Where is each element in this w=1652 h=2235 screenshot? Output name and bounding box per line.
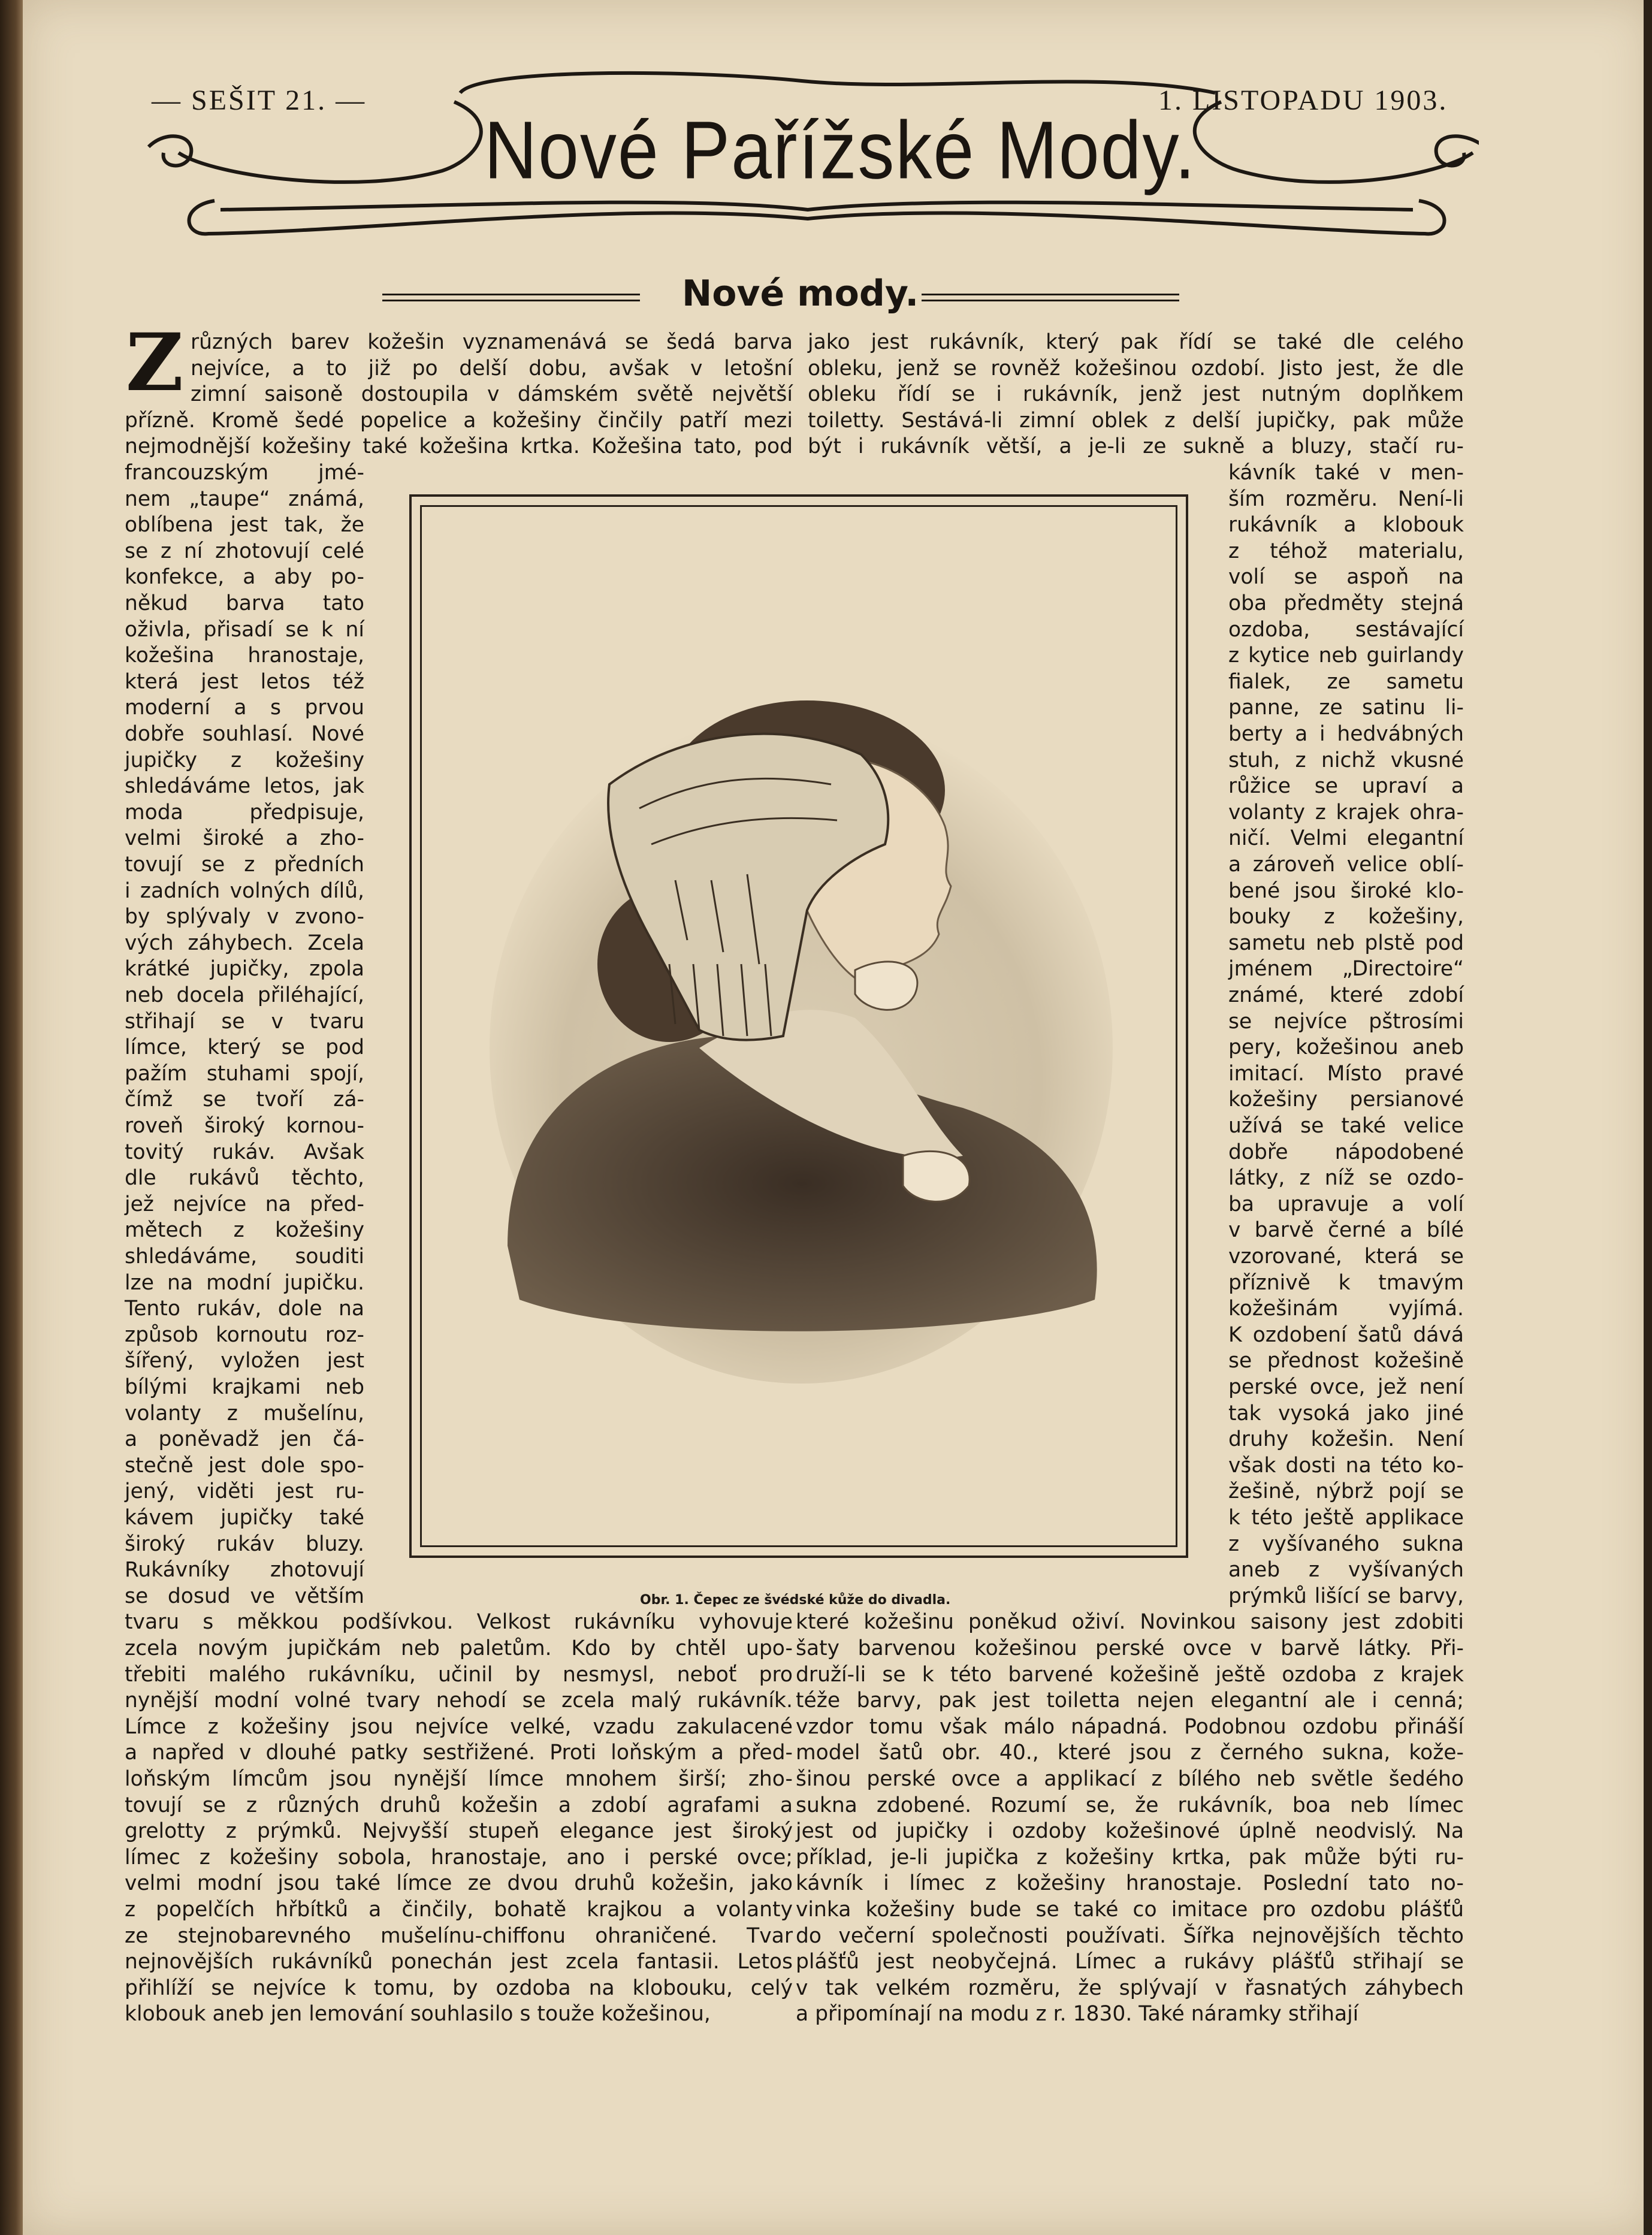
- text-line: obleku řídí se i rukávník, jenž jest nutným doplňkem: [808, 382, 1464, 407]
- figure-frame: [409, 494, 1188, 1558]
- text-line: bené jsou široké klo-: [1228, 878, 1464, 903]
- title-rule-left: [382, 294, 640, 303]
- text-line: toiletty. Sestává-li zimní oblek z delší jupičky, pak může: [808, 408, 1464, 433]
- text-line: tovitý rukáv. Avšak: [125, 1140, 364, 1164]
- text-line: čímž se tvoří zá-: [125, 1088, 364, 1112]
- text-line: někud barva tato: [125, 591, 364, 615]
- magazine-page: [23, 0, 1652, 2235]
- text-line: pery, kožešinou aneb: [1228, 1035, 1464, 1060]
- text-line: však dosti na této ko-: [1228, 1453, 1464, 1478]
- text-line: ozdoba, sestávající: [1228, 617, 1464, 642]
- text-line: stečně jest dole spo-: [125, 1453, 364, 1478]
- drop-cap: Z: [125, 316, 184, 409]
- text-line: přízně. Kromě šedé popelice a kožešiny činčily patří mezi: [125, 408, 793, 433]
- text-line: shledáváme, souditi: [125, 1245, 364, 1268]
- text-line: a poněvadž jen čá-: [125, 1427, 364, 1452]
- text-line: se nejvíce pštrosími: [1228, 1009, 1464, 1034]
- text-line: užívá se také velice: [1228, 1114, 1464, 1138]
- text-line: perské ovce, jež není: [1228, 1375, 1464, 1399]
- issue-number: — SEŠIT 21. —: [152, 84, 367, 116]
- text-line: lze na modní jupičku.: [125, 1270, 364, 1295]
- text-line: berty a i hedvábných: [1228, 722, 1464, 746]
- text-line: přihlíží se nejvíce k tomu, by ozdoba na klobouku, celý: [125, 1976, 793, 2000]
- text-line: tak vysoká jako jiné: [1228, 1401, 1464, 1425]
- text-line: se dosud ve větším: [125, 1584, 364, 1608]
- text-line: z popelčích hřbítků a činčily, bohatě krajkou a volanty: [125, 1898, 793, 1922]
- book-spine: [0, 0, 23, 2235]
- text-line: Rukávníky zhotovují: [125, 1558, 364, 1582]
- text-line: tvaru s měkkou podšívkou. Velkost rukávníku vyhovuje: [125, 1610, 793, 1635]
- text-line: vzdor tomu však málo nápadná. Podobnou ozdobu přináší: [796, 1714, 1464, 1739]
- text-line: kožešiny persianové: [1228, 1088, 1464, 1112]
- text-line: ším rozměru. Není-li: [1228, 487, 1464, 511]
- text-line: kávník také v men-: [1228, 461, 1464, 485]
- text-line: tovují se z předních: [125, 853, 364, 877]
- text-line: i zadních volných dílů,: [125, 878, 364, 903]
- text-line: se přednost kožešině: [1228, 1349, 1464, 1373]
- text-line: by splývaly v zvono-: [125, 905, 364, 929]
- text-line: vzorované, která se: [1228, 1245, 1464, 1268]
- text-line: sametu neb plstě pod: [1228, 931, 1464, 955]
- text-line: nejvíce, a to již po delší dobu, avšak v letošní: [191, 356, 793, 380]
- text-line: známé, které zdobí: [1228, 983, 1464, 1007]
- text-line: aneb z vyšívaných: [1228, 1558, 1464, 1582]
- text-line: imitací. Místo pravé: [1228, 1061, 1464, 1086]
- text-line: volanty z krajek ohra-: [1228, 800, 1464, 824]
- text-line: Límce z kožešiny jsou nejvíce velké, vzadu zakulacené: [125, 1714, 793, 1739]
- text-line: kávem jupičky také: [125, 1506, 364, 1530]
- text-line: vých záhybech. Zcela: [125, 931, 364, 955]
- text-line: volí se aspoň na: [1228, 565, 1464, 590]
- issue-date: 1. LISTOPADU 1903.: [1158, 84, 1448, 116]
- portrait-illustration: [472, 629, 1131, 1396]
- text-line: různých barev kožešin vyznamenává se šedá barva: [191, 330, 793, 354]
- text-line: a zároveň velice oblí-: [1228, 853, 1464, 877]
- text-line: bílými krajkami neb: [125, 1375, 364, 1399]
- text-line: roveň široký kornou-: [125, 1114, 364, 1138]
- text-line: fialek, ze sametu: [1228, 669, 1464, 694]
- text-line: ničí. Velmi elegantní: [1228, 826, 1464, 851]
- text-line: oblíbena jest tak, že: [125, 513, 364, 537]
- text-line: šířený, vyložen jest: [125, 1349, 364, 1373]
- text-line: dobře nápodobené: [1228, 1140, 1464, 1164]
- text-line: a připomínají na modu z r. 1830. Také náramky střihají: [796, 2002, 1359, 2026]
- text-line: příklad, je-li jupička z kožešiny krtka, pak může býti ru-: [796, 1845, 1464, 1869]
- text-line: sukna zdobené. Rozumí se, že rukávník, boa neb límec: [796, 1793, 1464, 1817]
- text-line: volanty z mušelínu,: [125, 1401, 364, 1425]
- text-line: šaty barvenou kožešinou perské ovce v barvě látky. Při-: [796, 1636, 1464, 1660]
- text-line: třebiti malého rukávníku, učinil by nesmysl, neboť pro: [125, 1662, 793, 1687]
- text-line: plášťů jest neobyčejná. Límec a rukávy plášťů střihají se: [796, 1950, 1464, 1974]
- text-line: konfekce, a aby po-: [125, 565, 364, 590]
- text-line: a napřed v dlouhé patky sestřižené. Proti loňským a před-: [125, 1741, 793, 1765]
- text-line: klobouk aneb jen lemování souhlasilo s touže kožešinou,: [125, 2002, 711, 2026]
- text-line: prýmků lišící se barvy,: [1228, 1584, 1464, 1608]
- text-line: v tak velkém rozměru, že splývají v řasnatých záhybech: [796, 1976, 1464, 2000]
- text-line: panne, ze satinu li-: [1228, 696, 1464, 720]
- text-line: francouzským jmé-: [125, 461, 364, 485]
- text-line: bouky z kožešiny,: [1228, 905, 1464, 929]
- text-line: druhy kožešin. Není: [1228, 1427, 1464, 1452]
- article-title: Nové mody.: [682, 273, 919, 315]
- text-line: jako jest rukávník, který pak řídí se také dle celého: [808, 330, 1464, 354]
- text-line: velmi široké a zho-: [125, 826, 364, 851]
- text-line: kožešinám vyjímá.: [1228, 1297, 1464, 1321]
- text-line: mětech z kožešiny: [125, 1218, 364, 1243]
- text-line: z téhož materialu,: [1228, 539, 1464, 563]
- text-line: příznivě k tmavým: [1228, 1270, 1464, 1295]
- text-line: jený, viděti jest ru-: [125, 1479, 364, 1504]
- text-line: téže barvy, pak jest toiletta nejen elegantní ale i cenná;: [796, 1689, 1464, 1713]
- text-line: nem „taupe“ známá,: [125, 487, 364, 511]
- text-line: v barvě černé a bílé: [1228, 1218, 1464, 1243]
- page-edge: [1644, 0, 1652, 2235]
- text-line: nynější modní volné tvary nehodí se zcela malý rukávník.: [125, 1689, 793, 1713]
- text-line: vinka kožešiny bude se také co imitace pro ozdobu plášťů: [796, 1898, 1464, 1922]
- text-line: model šatů obr. 40., které jsou z černého sukna, kože-: [796, 1741, 1464, 1765]
- text-line: nejnovějších rukávníků ponechán jest zcela fantasii. Letos: [125, 1950, 793, 1974]
- text-line: žešině, nýbrž pojí se: [1228, 1479, 1464, 1504]
- text-line: moderní a s prvou: [125, 696, 364, 720]
- text-line: ba upravuje a volí: [1228, 1192, 1464, 1216]
- text-line: z vyšívaného sukna: [1228, 1532, 1464, 1556]
- text-line: kávník i límec z kožešiny hranostaje. Poslední tato no-: [796, 1871, 1464, 1896]
- text-line: k této ještě applikace: [1228, 1506, 1464, 1530]
- masthead-title: Nové Pařížské Mody.: [484, 104, 1197, 196]
- text-line: způsob kornoutu roz-: [125, 1322, 364, 1347]
- text-line: obleku, jenž se rovněž kožešinou ozdobí. Jisto jest, že dle: [808, 356, 1464, 380]
- text-line: růžice se upraví a: [1228, 774, 1464, 799]
- text-line: loňským límcům jsou nynější límce mnohem širší; zho-: [125, 1767, 793, 1791]
- text-line: velmi modní jsou také límce ze dvou druhů kožešin, jako: [125, 1871, 793, 1896]
- text-line: límce, který se pod: [125, 1035, 364, 1060]
- text-line: které kožešinu poněkud oživí. Novinkou saisony jest zdobiti: [796, 1610, 1464, 1635]
- text-line: K ozdobení šatů dává: [1228, 1322, 1464, 1347]
- text-line: do večerní společnosti používati. Šířka nejnovějších těchto: [796, 1923, 1464, 1948]
- text-line: Tento rukáv, dole na: [125, 1297, 364, 1321]
- text-line: límec z kožešiny sobola, hranostaje, ano i perské ovce;: [125, 1845, 793, 1869]
- text-line: být i rukávník větší, a je-li ze sukně a bluzy, stačí ru-: [808, 434, 1464, 459]
- text-line: nejmodnější kožešiny také kožešina krtka. Kožešina tato, pod: [125, 434, 793, 459]
- text-line: která jest letos též: [125, 669, 364, 694]
- text-line: široký rukáv bluzy.: [125, 1532, 364, 1556]
- text-line: látky, z níž se ozdo-: [1228, 1166, 1464, 1191]
- text-line: jež nejvíce na před-: [125, 1192, 364, 1216]
- text-line: střihají se v tvaru: [125, 1009, 364, 1034]
- text-line: rukávník a klobouk: [1228, 513, 1464, 537]
- figure-caption: Obr. 1. Čepec ze švédské kůže do divadla.: [640, 1593, 951, 1608]
- text-line: moda předpisuje,: [125, 800, 364, 824]
- text-line: jupičky z kožešiny: [125, 748, 364, 772]
- text-line: dle rukávů těchto,: [125, 1166, 364, 1191]
- text-line: krátké jupičky, zpola: [125, 957, 364, 981]
- text-line: stuh, z nichž vkusné: [1228, 748, 1464, 772]
- title-rule-right: [922, 294, 1179, 303]
- text-line: shledáváme letos, jak: [125, 774, 364, 799]
- text-line: zcela novým jupičkám neb paletům. Kdo by chtěl upo-: [125, 1636, 793, 1660]
- text-line: neb docela přiléhající,: [125, 983, 364, 1007]
- text-line: zimní saisoně dostoupila v dámském světě největší: [191, 382, 793, 407]
- text-line: dobře souhlasí. Nové: [125, 722, 364, 746]
- text-line: šinou perské ovce a applikací z bílého neb světle šedého: [796, 1767, 1464, 1791]
- text-line: pažím stuhami spojí,: [125, 1061, 364, 1086]
- text-line: se z ní zhotovují celé: [125, 539, 364, 563]
- text-line: tovují se z různých druhů kožešin a zdobí agrafami a: [125, 1793, 793, 1817]
- text-line: grelotty z prýmků. Nejvyšší stupeň elegance jest široký: [125, 1819, 793, 1844]
- text-line: druží-li se k této barvené kožešině ještě ozdoba z krajek: [796, 1662, 1464, 1687]
- text-line: kožešina hranostaje,: [125, 644, 364, 668]
- text-line: oba předměty stejná: [1228, 591, 1464, 615]
- text-line: z kytice neb guirlandy: [1228, 644, 1464, 668]
- text-line: jest od jupičky i ozdoby kožešinové úplně neodvislý. Na: [796, 1819, 1464, 1844]
- text-line: ze stejnobarevného mušelínu-chiffonu ohraničené. Tvar: [125, 1923, 793, 1948]
- text-line: jménem „Directoire“: [1228, 957, 1464, 981]
- text-line: oživla, přisadí se k ní: [125, 617, 364, 642]
